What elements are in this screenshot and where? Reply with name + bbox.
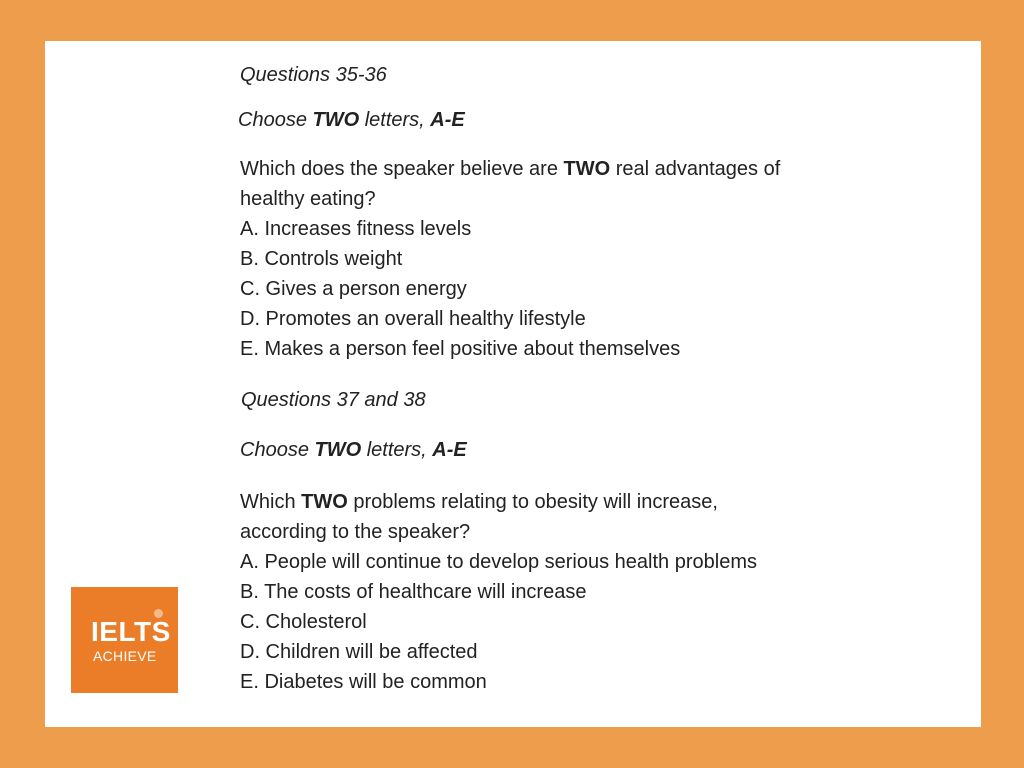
logo-sub-text: ACHIEVE <box>93 648 157 664</box>
section2-option-d: D. Children will be affected <box>240 641 478 663</box>
section2-question-line1: Which TWO problems relating to obesity will increase, <box>240 491 718 513</box>
section2-option-c: C. Cholesterol <box>240 611 367 633</box>
ielts-achieve-logo <box>71 587 178 693</box>
section2-option-b: B. The costs of healthcare will increase <box>240 581 587 603</box>
section2-option-e: E. Diabetes will be common <box>240 671 487 693</box>
section1-question-line2: healthy eating? <box>240 188 376 210</box>
section1-option-b: B. Controls weight <box>240 248 403 270</box>
section1-option-d: D. Promotes an overall healthy lifestyle <box>240 308 586 330</box>
section1-option-a: A. Increases fitness levels <box>240 218 472 240</box>
logo-main-text: IELTS <box>91 616 171 647</box>
section1-heading: Questions 35-36 <box>240 64 387 86</box>
section1-question-line1: Which does the speaker believe are TWO real advantages of <box>240 158 781 180</box>
section2-heading: Questions 37 and 38 <box>241 389 426 411</box>
section1-instruction: Choose TWO letters, A-E <box>238 109 465 131</box>
section1-option-e: E. Makes a person feel positive about themselves <box>240 338 681 360</box>
section2-option-a: A. People will continue to develop serious health problems <box>240 551 757 573</box>
section2-instruction: Choose TWO letters, A-E <box>240 439 467 461</box>
section1-option-c: C. Gives a person energy <box>240 278 467 300</box>
content-card <box>45 41 981 727</box>
section2-question-line2: according to the speaker? <box>240 521 471 543</box>
